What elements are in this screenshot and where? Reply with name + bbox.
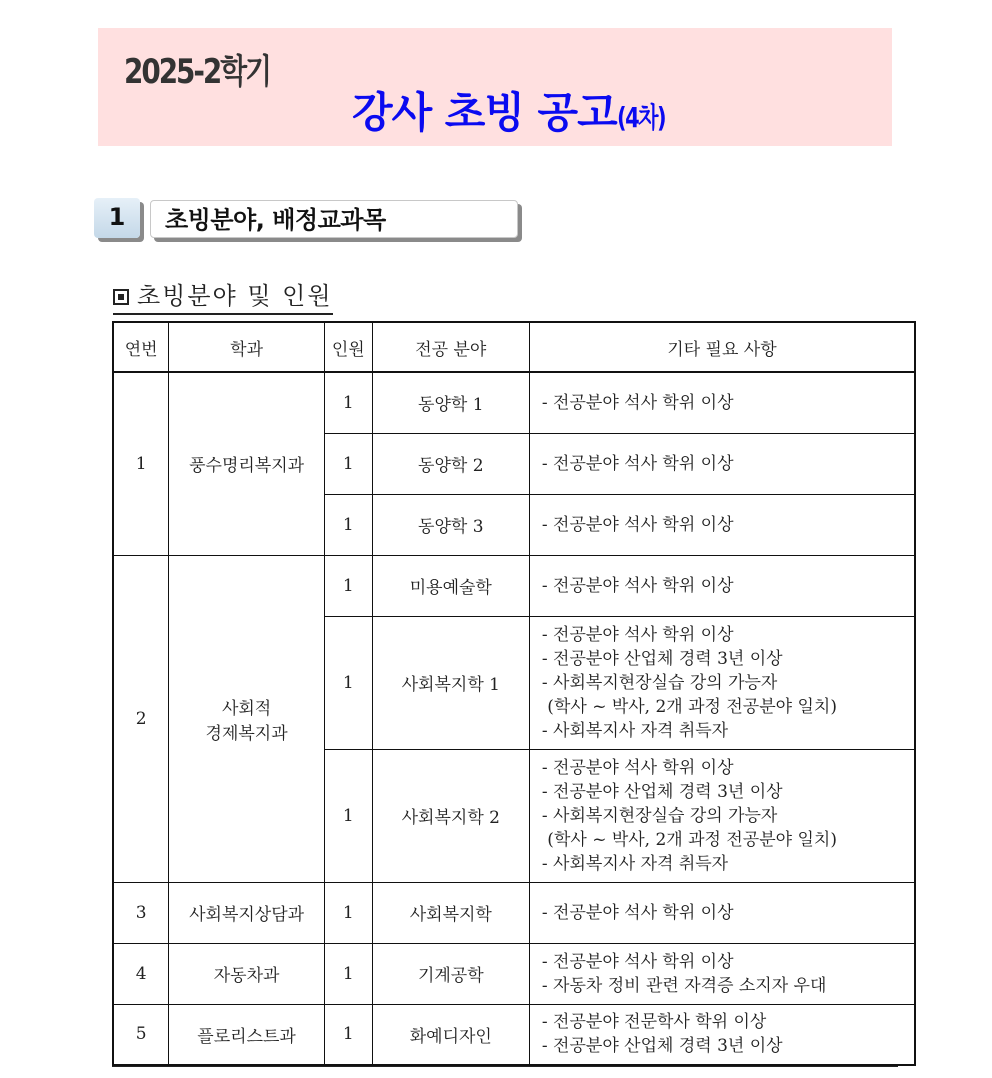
cell-department: 사회복지상담과 [169, 882, 325, 943]
header-no: 연번 [113, 322, 169, 372]
header-count: 인원 [324, 322, 372, 372]
cell-department: 풍수명리복지과 [169, 372, 325, 555]
bottom-divider [112, 1066, 898, 1067]
cell-count: 1 [324, 372, 372, 433]
header-department: 학과 [169, 322, 325, 372]
cell-count: 1 [324, 616, 372, 749]
cell-requirements: - 전공분야 석사 학위 이상 - 전공분야 산업체 경력 3년 이상 - 사회복지현장실습 강의 가능자 (학사 ~ 박사, 2개 과정 전공분야 일치) - 사회복지사 자격 취득자 [529, 616, 915, 749]
table-row [113, 943, 915, 1004]
cell-count: 1 [324, 555, 372, 616]
table-row [113, 1004, 915, 1065]
positions-table [112, 321, 916, 1066]
cell-count: 1 [324, 882, 372, 943]
square-bullet-icon [113, 289, 129, 305]
cell-field: 기계공학 [372, 943, 529, 1004]
header-requirements: 기타 필요 사항 [529, 322, 915, 372]
cell-field: 동양학 1 [372, 372, 529, 433]
cell-no: 2 [113, 555, 169, 882]
cell-field: 동양학 3 [372, 494, 529, 555]
announcement-title [352, 80, 681, 140]
cell-requirements: - 전공분야 석사 학위 이상 - 자동차 정비 관련 자격증 소지자 우대 [529, 943, 915, 1004]
cell-requirements: - 전공분야 석사 학위 이상 [529, 882, 915, 943]
cell-requirements: - 전공분야 석사 학위 이상 [529, 433, 915, 494]
table-row [113, 372, 915, 433]
cell-field: 동양학 2 [372, 433, 529, 494]
cell-no: 4 [113, 943, 169, 1004]
cell-department: 사회적 경제복지과 [169, 555, 325, 882]
cell-requirements: - 전공분야 석사 학위 이상 [529, 372, 915, 433]
subheading-label: 초빙분야 및 인원 [137, 282, 333, 310]
subheading [113, 276, 333, 315]
cell-department: 자동차과 [169, 943, 325, 1004]
title-banner [98, 28, 892, 146]
cell-count: 1 [324, 433, 372, 494]
cell-department: 플로리스트과 [169, 1004, 325, 1065]
cell-no: 5 [113, 1004, 169, 1065]
cell-no: 3 [113, 882, 169, 943]
cell-requirements: - 전공분야 석사 학위 이상 [529, 555, 915, 616]
cell-requirements: - 전공분야 석사 학위 이상 [529, 494, 915, 555]
table-row [113, 882, 915, 943]
cell-field: 사회복지학 [372, 882, 529, 943]
cell-count: 1 [324, 943, 372, 1004]
cell-count: 1 [324, 494, 372, 555]
cell-field: 화예디자인 [372, 1004, 529, 1065]
cell-field: 사회복지학 2 [372, 749, 529, 882]
announcement-title-main: 강사 초빙 공고 [352, 88, 617, 137]
cell-count: 1 [324, 749, 372, 882]
cell-no: 1 [113, 372, 169, 555]
section-title: 초빙분야, 배정교과목 [150, 200, 518, 238]
cell-count: 1 [324, 1004, 372, 1065]
announcement-round: (4차) [616, 101, 665, 134]
cell-field: 사회복지학 1 [372, 616, 529, 749]
section-number: 1 [94, 198, 140, 238]
cell-field: 미용예술학 [372, 555, 529, 616]
table-row [113, 555, 915, 616]
cell-requirements: - 전공분야 전문학사 학위 이상 - 전공분야 산업체 경력 3년 이상 [529, 1004, 915, 1065]
cell-requirements: - 전공분야 석사 학위 이상 - 전공분야 산업체 경력 3년 이상 - 사회복지현장실습 강의 가능자 (학사 ~ 박사, 2개 과정 전공분야 일치) - 사회복지사 자격 취득자 [529, 749, 915, 882]
table-header-row [113, 322, 915, 372]
header-field: 전공 분야 [372, 322, 529, 372]
semester-label: 2025-2학기 [124, 52, 271, 92]
